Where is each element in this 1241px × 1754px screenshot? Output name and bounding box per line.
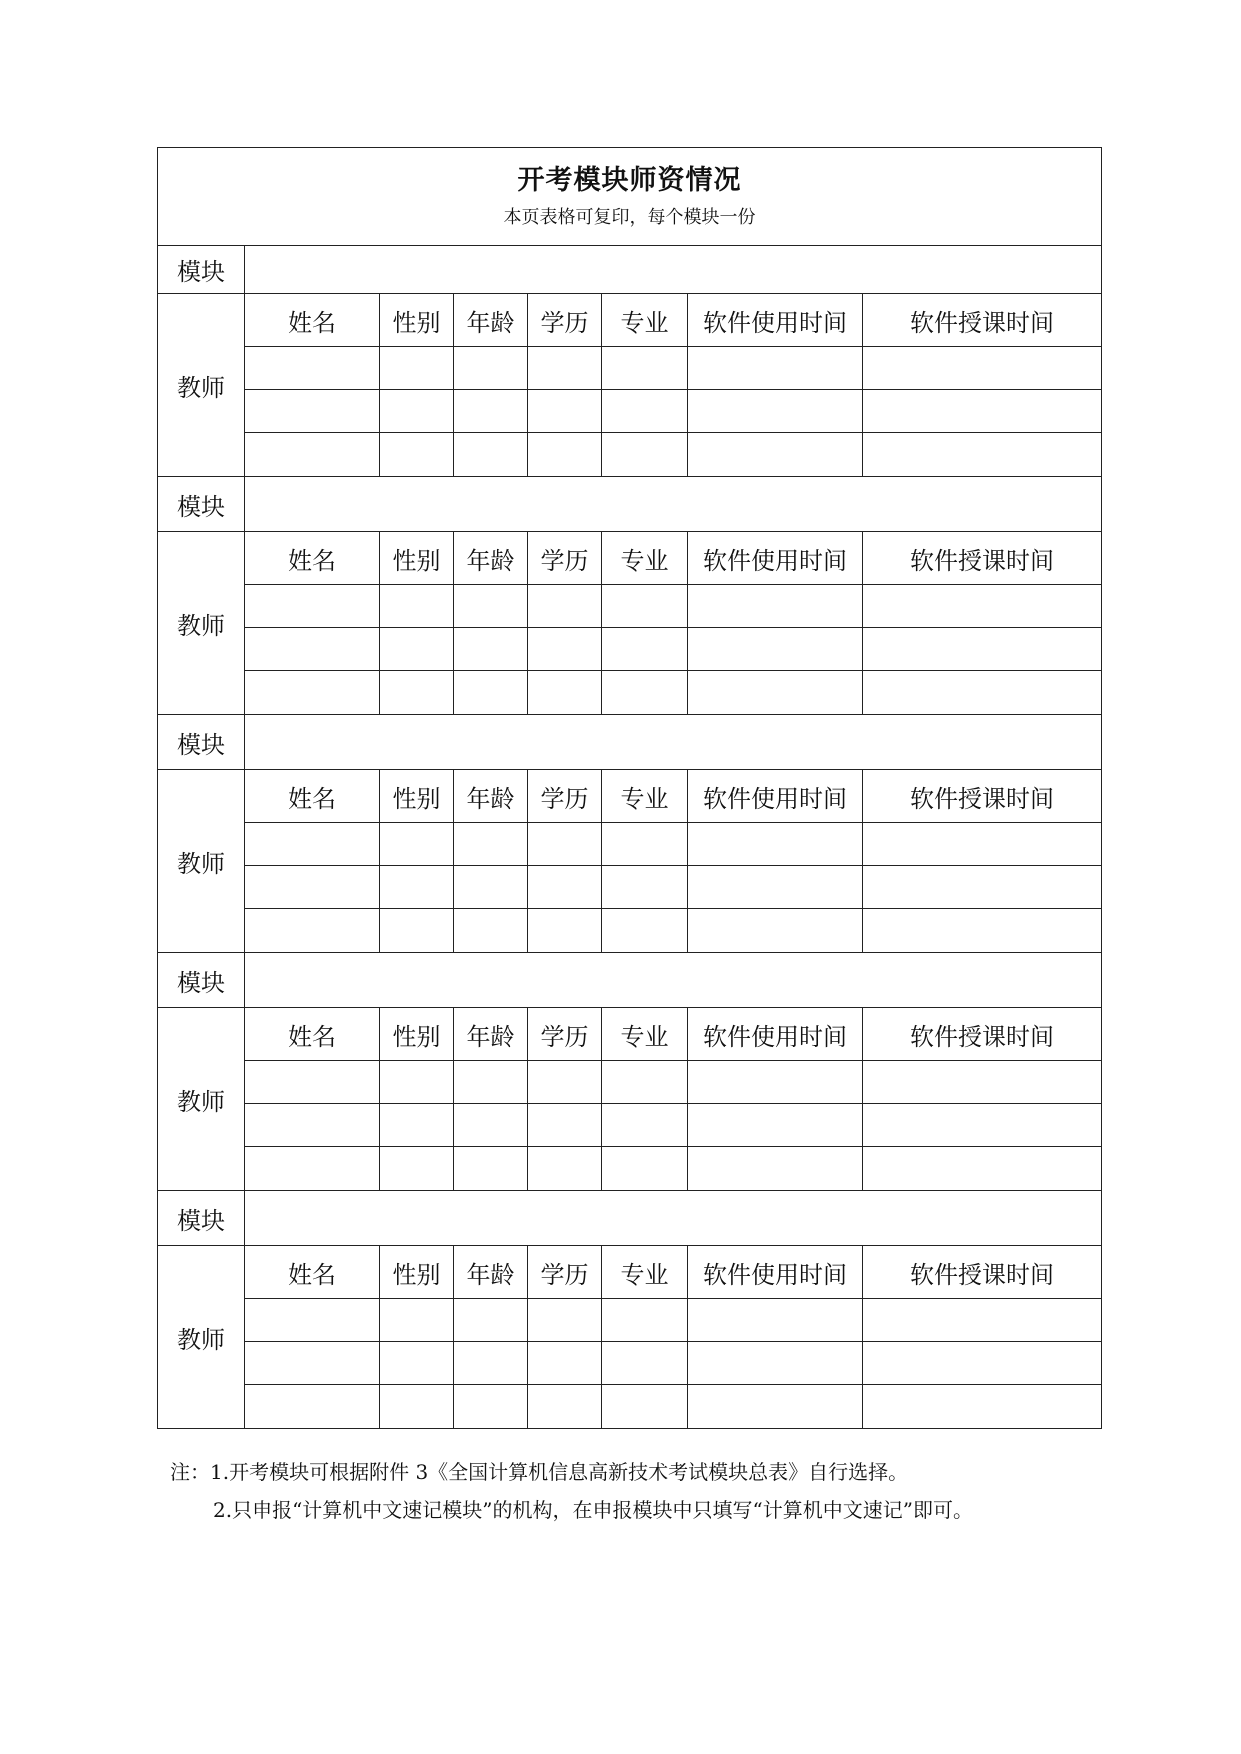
module-label: 模块 bbox=[158, 715, 245, 769]
module-label: 模块 bbox=[158, 1191, 245, 1245]
column-header: 性别 bbox=[380, 1008, 454, 1060]
module-label: 模块 bbox=[158, 246, 245, 293]
module-row bbox=[158, 1191, 1101, 1246]
input-cell[interactable] bbox=[528, 628, 602, 670]
input-cell[interactable] bbox=[245, 1299, 380, 1341]
input-cell[interactable] bbox=[602, 1342, 688, 1384]
input-cell[interactable] bbox=[245, 909, 380, 952]
input-cell[interactable] bbox=[688, 585, 863, 627]
input-cell[interactable] bbox=[454, 585, 528, 627]
footnotes bbox=[170, 1453, 973, 1529]
input-cell[interactable] bbox=[863, 671, 1101, 714]
input-cell[interactable] bbox=[454, 671, 528, 714]
table-row bbox=[245, 823, 1101, 866]
input-cell[interactable] bbox=[454, 390, 528, 432]
input-cell[interactable] bbox=[454, 1061, 528, 1103]
module-input-cell[interactable] bbox=[245, 953, 1101, 1007]
input-cell[interactable] bbox=[380, 1342, 454, 1384]
input-cell[interactable] bbox=[245, 1385, 380, 1428]
table-row bbox=[245, 1104, 1101, 1147]
input-cell[interactable] bbox=[602, 1104, 688, 1146]
input-cell[interactable] bbox=[602, 823, 688, 865]
input-cell[interactable] bbox=[454, 347, 528, 389]
column-header: 软件使用时间 bbox=[688, 1246, 863, 1298]
footnote-1: 注：1.开考模块可根据附件 3《全国计算机信息高新技术考试模块总表》自行选择。 bbox=[170, 1460, 909, 1484]
input-cell[interactable] bbox=[380, 1147, 454, 1190]
input-cell[interactable] bbox=[528, 1385, 602, 1428]
input-cell[interactable] bbox=[380, 909, 454, 952]
column-header: 学历 bbox=[528, 1246, 602, 1298]
input-cell[interactable] bbox=[688, 1299, 863, 1341]
table-row bbox=[245, 1147, 1101, 1190]
column-header: 软件使用时间 bbox=[688, 532, 863, 584]
module-label: 模块 bbox=[158, 477, 245, 531]
input-cell[interactable] bbox=[688, 1342, 863, 1384]
input-cell[interactable] bbox=[245, 347, 380, 389]
input-cell[interactable] bbox=[528, 866, 602, 908]
table-row bbox=[245, 585, 1101, 628]
column-header: 学历 bbox=[528, 1008, 602, 1060]
input-cell[interactable] bbox=[454, 1385, 528, 1428]
column-header: 年龄 bbox=[454, 1246, 528, 1298]
column-header: 性别 bbox=[380, 532, 454, 584]
table-row bbox=[245, 433, 1101, 476]
input-cell[interactable] bbox=[380, 1104, 454, 1146]
input-cell[interactable] bbox=[245, 433, 380, 476]
input-cell[interactable] bbox=[863, 1104, 1101, 1146]
form-title: 开考模块师资情况 bbox=[517, 165, 742, 196]
teacher-grid bbox=[245, 1008, 1101, 1190]
input-cell[interactable] bbox=[528, 1061, 602, 1103]
input-cell[interactable] bbox=[454, 1147, 528, 1190]
column-header: 软件授课时间 bbox=[910, 1260, 1054, 1289]
input-cell[interactable] bbox=[245, 823, 380, 865]
grid-header-row bbox=[245, 532, 1101, 585]
module-input-cell[interactable] bbox=[245, 715, 1101, 769]
input-cell[interactable] bbox=[688, 909, 863, 952]
input-cell[interactable] bbox=[245, 628, 380, 670]
teacher-label: 教师 bbox=[158, 1008, 245, 1190]
input-cell[interactable] bbox=[602, 585, 688, 627]
teacher-label: 教师 bbox=[158, 294, 245, 476]
column-header: 软件授课时间 bbox=[910, 546, 1054, 575]
input-cell[interactable] bbox=[454, 433, 528, 476]
input-cell[interactable] bbox=[245, 390, 380, 432]
column-header: 年龄 bbox=[454, 770, 528, 822]
input-cell[interactable] bbox=[602, 433, 688, 476]
teacher-label: 教师 bbox=[158, 1246, 245, 1428]
column-header: 软件授课时间 bbox=[910, 308, 1054, 337]
column-header: 年龄 bbox=[454, 532, 528, 584]
input-cell[interactable] bbox=[454, 866, 528, 908]
input-cell[interactable] bbox=[602, 1061, 688, 1103]
column-header: 软件使用时间 bbox=[688, 770, 863, 822]
input-cell[interactable] bbox=[454, 909, 528, 952]
column-header: 年龄 bbox=[454, 294, 528, 346]
column-header: 专业 bbox=[602, 532, 688, 584]
input-cell[interactable] bbox=[863, 390, 1101, 432]
form-subtitle: 本页表格可复印，每个模块一份 bbox=[503, 207, 756, 228]
teacher-grid bbox=[245, 532, 1101, 714]
table-row bbox=[245, 390, 1101, 433]
module-row bbox=[158, 477, 1101, 532]
input-cell[interactable] bbox=[688, 628, 863, 670]
input-cell[interactable] bbox=[863, 909, 1101, 952]
input-cell[interactable] bbox=[245, 1342, 380, 1384]
teacher-block bbox=[158, 770, 1101, 953]
input-cell[interactable] bbox=[380, 433, 454, 476]
input-cell[interactable] bbox=[863, 1147, 1101, 1190]
table-row bbox=[245, 1342, 1101, 1385]
input-cell[interactable] bbox=[602, 909, 688, 952]
input-cell[interactable] bbox=[863, 1061, 1101, 1103]
column-header: 专业 bbox=[602, 294, 688, 346]
input-cell[interactable] bbox=[602, 671, 688, 714]
column-header: 姓名 bbox=[245, 532, 380, 584]
input-cell[interactable] bbox=[602, 628, 688, 670]
input-cell[interactable] bbox=[863, 628, 1101, 670]
grid-header-row bbox=[245, 294, 1101, 347]
input-cell[interactable] bbox=[688, 1147, 863, 1190]
table-row bbox=[245, 909, 1101, 952]
input-cell[interactable] bbox=[380, 1061, 454, 1103]
teacher-grid bbox=[245, 294, 1101, 476]
input-cell[interactable] bbox=[688, 1104, 863, 1146]
input-cell[interactable] bbox=[528, 823, 602, 865]
input-cell[interactable] bbox=[688, 1061, 863, 1103]
input-cell[interactable] bbox=[688, 347, 863, 389]
input-cell[interactable] bbox=[602, 866, 688, 908]
column-header: 学历 bbox=[528, 532, 602, 584]
module-row bbox=[158, 715, 1101, 770]
teacher-grid bbox=[245, 770, 1101, 952]
column-header: 性别 bbox=[380, 1246, 454, 1298]
column-header: 学历 bbox=[528, 294, 602, 346]
input-cell[interactable] bbox=[688, 823, 863, 865]
input-cell[interactable] bbox=[380, 823, 454, 865]
column-header: 姓名 bbox=[245, 294, 380, 346]
input-cell[interactable] bbox=[688, 866, 863, 908]
input-cell[interactable] bbox=[454, 628, 528, 670]
input-cell[interactable] bbox=[528, 671, 602, 714]
column-header: 专业 bbox=[602, 1008, 688, 1060]
table-row bbox=[245, 1061, 1101, 1104]
grid-header-row bbox=[245, 770, 1101, 823]
input-cell[interactable] bbox=[245, 1147, 380, 1190]
input-cell[interactable] bbox=[380, 671, 454, 714]
teacher-grid bbox=[245, 1246, 1101, 1428]
teacher-label: 教师 bbox=[158, 532, 245, 714]
input-cell[interactable] bbox=[528, 1147, 602, 1190]
input-cell[interactable] bbox=[863, 585, 1101, 627]
teacher-block bbox=[158, 294, 1101, 477]
column-header: 软件使用时间 bbox=[688, 1008, 863, 1060]
teacher-block bbox=[158, 1008, 1101, 1191]
input-cell[interactable] bbox=[688, 433, 863, 476]
input-cell[interactable] bbox=[602, 390, 688, 432]
input-cell[interactable] bbox=[528, 909, 602, 952]
column-header: 专业 bbox=[602, 770, 688, 822]
input-cell[interactable] bbox=[863, 433, 1101, 476]
input-cell[interactable] bbox=[380, 585, 454, 627]
grid-header-row bbox=[245, 1246, 1101, 1299]
input-cell[interactable] bbox=[528, 585, 602, 627]
input-cell[interactable] bbox=[245, 585, 380, 627]
table-row bbox=[245, 628, 1101, 671]
input-cell[interactable] bbox=[602, 1299, 688, 1341]
column-header: 姓名 bbox=[245, 1246, 380, 1298]
input-cell[interactable] bbox=[863, 823, 1101, 865]
module-label: 模块 bbox=[158, 953, 245, 1007]
column-header: 年龄 bbox=[454, 1008, 528, 1060]
table-row bbox=[245, 347, 1101, 390]
form-header bbox=[158, 148, 1101, 246]
input-cell[interactable] bbox=[863, 347, 1101, 389]
table-row bbox=[245, 866, 1101, 909]
input-cell[interactable] bbox=[863, 1299, 1101, 1341]
teacher-label: 教师 bbox=[158, 770, 245, 952]
input-cell[interactable] bbox=[380, 628, 454, 670]
module-input-cell[interactable] bbox=[245, 477, 1101, 531]
input-cell[interactable] bbox=[528, 347, 602, 389]
teacher-block bbox=[158, 532, 1101, 715]
module-row bbox=[158, 246, 1101, 294]
table-row bbox=[245, 1385, 1101, 1428]
input-cell[interactable] bbox=[863, 1385, 1101, 1428]
input-cell[interactable] bbox=[380, 1385, 454, 1428]
input-cell[interactable] bbox=[528, 390, 602, 432]
footnote-2: 2.只申报“计算机中文速记模块”的机构，在申报模块中只填写“计算机中文速记”即可。 bbox=[213, 1498, 973, 1522]
input-cell[interactable] bbox=[380, 866, 454, 908]
input-cell[interactable] bbox=[688, 1385, 863, 1428]
input-cell[interactable] bbox=[688, 390, 863, 432]
input-cell[interactable] bbox=[528, 433, 602, 476]
grid-header-row bbox=[245, 1008, 1101, 1061]
column-header: 姓名 bbox=[245, 1008, 380, 1060]
input-cell[interactable] bbox=[863, 1342, 1101, 1384]
input-cell[interactable] bbox=[688, 671, 863, 714]
module-row bbox=[158, 953, 1101, 1008]
column-header: 软件使用时间 bbox=[688, 294, 863, 346]
input-cell[interactable] bbox=[380, 1299, 454, 1341]
teacher-qualification-form bbox=[157, 147, 1102, 1429]
module-sections bbox=[158, 246, 1101, 1428]
module-input-cell[interactable] bbox=[245, 246, 1101, 293]
input-cell[interactable] bbox=[245, 866, 380, 908]
input-cell[interactable] bbox=[454, 1342, 528, 1384]
input-cell[interactable] bbox=[528, 1342, 602, 1384]
column-header: 学历 bbox=[528, 770, 602, 822]
input-cell[interactable] bbox=[454, 1299, 528, 1341]
column-header: 软件授课时间 bbox=[910, 1022, 1054, 1051]
input-cell[interactable] bbox=[602, 347, 688, 389]
input-cell[interactable] bbox=[528, 1299, 602, 1341]
table-row bbox=[245, 1299, 1101, 1342]
column-header: 软件授课时间 bbox=[910, 784, 1054, 813]
input-cell[interactable] bbox=[454, 823, 528, 865]
input-cell[interactable] bbox=[602, 1385, 688, 1428]
input-cell[interactable] bbox=[380, 347, 454, 389]
module-input-cell[interactable] bbox=[245, 1191, 1101, 1245]
input-cell[interactable] bbox=[528, 1104, 602, 1146]
column-header: 姓名 bbox=[245, 770, 380, 822]
input-cell[interactable] bbox=[245, 671, 380, 714]
input-cell[interactable] bbox=[863, 866, 1101, 908]
input-cell[interactable] bbox=[245, 1104, 380, 1146]
table-row bbox=[245, 671, 1101, 714]
teacher-block bbox=[158, 1246, 1101, 1428]
input-cell[interactable] bbox=[602, 1147, 688, 1190]
column-header: 性别 bbox=[380, 770, 454, 822]
input-cell[interactable] bbox=[454, 1104, 528, 1146]
input-cell[interactable] bbox=[380, 390, 454, 432]
column-header: 专业 bbox=[602, 1246, 688, 1298]
column-header: 性别 bbox=[380, 294, 454, 346]
input-cell[interactable] bbox=[245, 1061, 380, 1103]
